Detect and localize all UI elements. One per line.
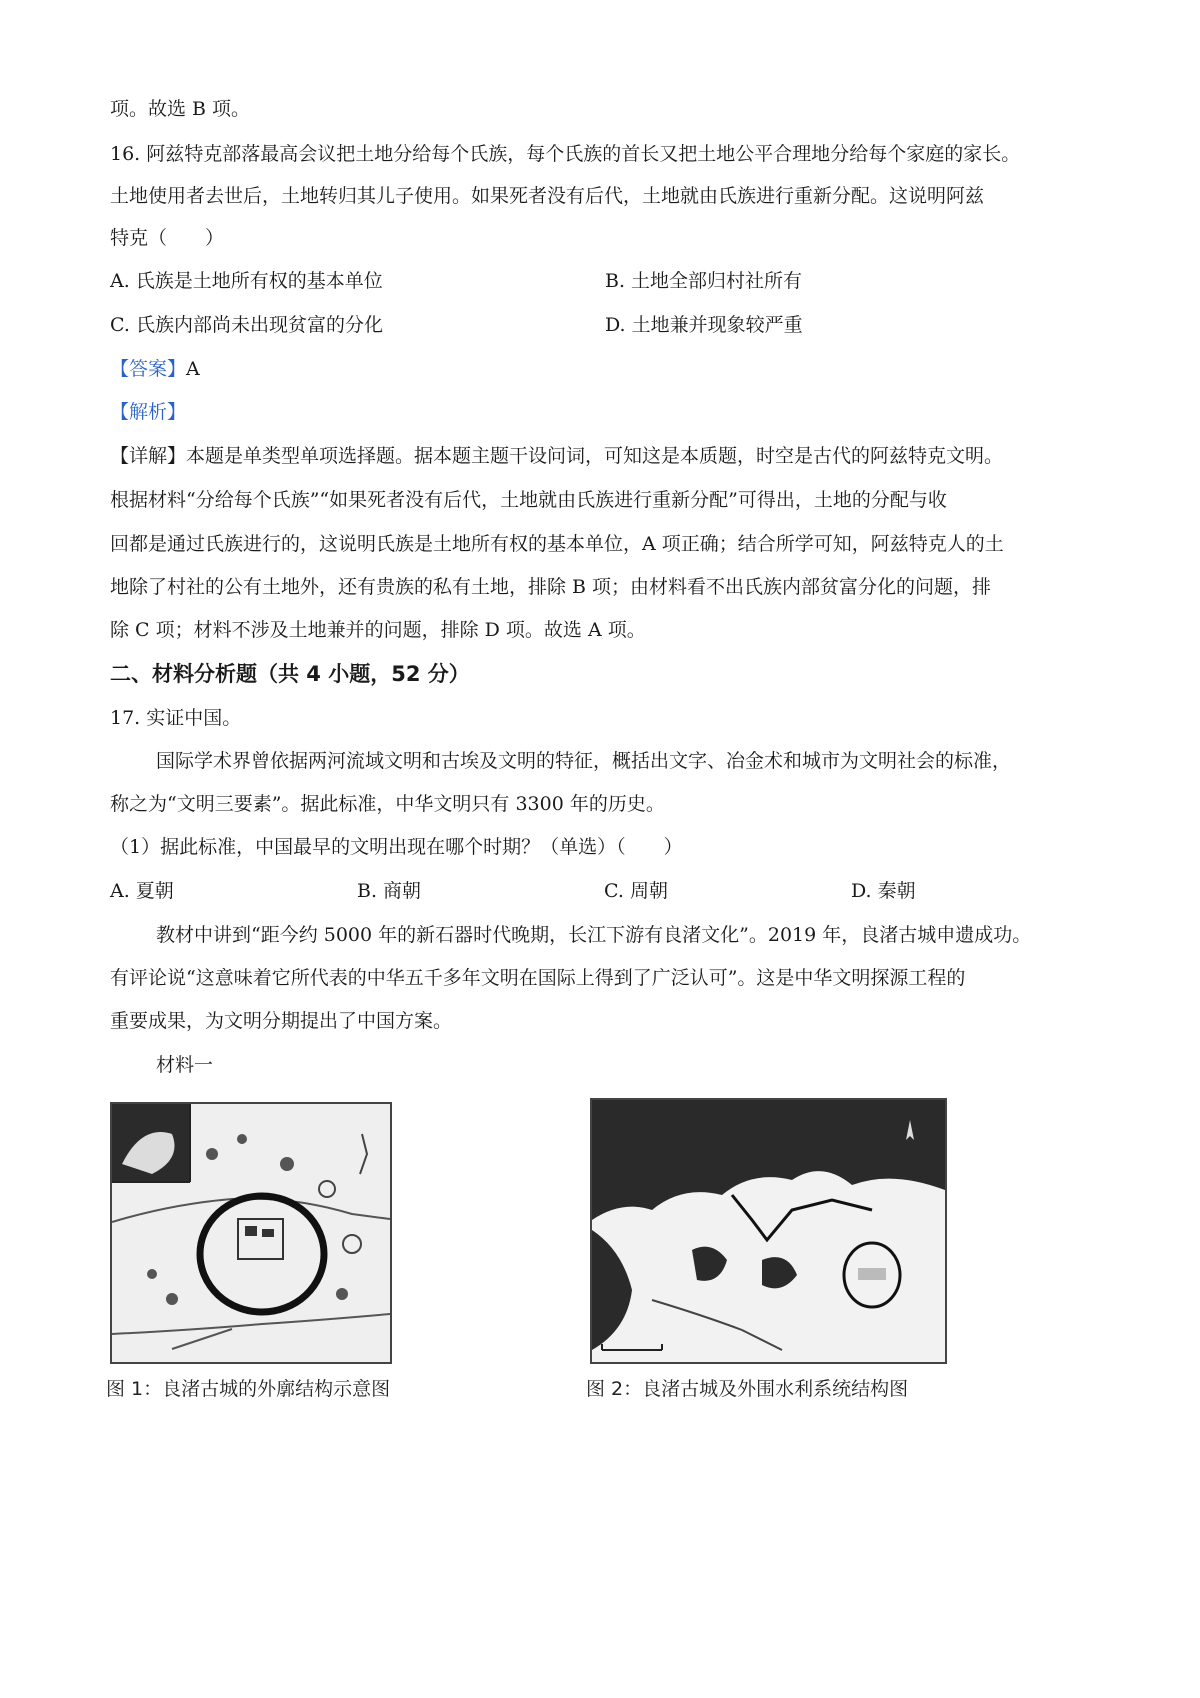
section-2-heading: 二、材料分析题（共 4 小题，52 分）	[110, 662, 470, 686]
q17-title: 17. 实证中国。	[110, 707, 242, 729]
figure-1-city-map	[110, 1102, 392, 1364]
q16-answer	[110, 356, 200, 382]
q16-option-d: D. 土地兼并现象较严重	[605, 314, 803, 336]
q17-option-b: B. 商朝	[357, 880, 422, 902]
q17-para1-line-2: 称之为“文明三要素”。据此标准，中华文明只有 3300 年的历史。	[110, 793, 665, 815]
q17-para2-line-3: 重要成果，为文明分期提出了中国方案。	[110, 1010, 453, 1032]
q17-subquestion-1: （1）据此标准，中国最早的文明出现在哪个时期？（单选）（ ）	[110, 836, 683, 858]
answer-tag: 【答案】	[110, 358, 187, 380]
q16-option-a: A. 氏族是土地所有权的基本单位	[110, 270, 383, 292]
q17-para2-line-1: 教材中讲到“距今约 5000 年的新石器时代晚期，长江下游有良渚文化”。2019 年，良渚古城申遗成功。	[156, 924, 1032, 946]
q16-detail-line-4: 地除了村社的公有土地外，还有贵族的私有土地，排除 B 项；由材料看不出氏族内部贫富分化的问题，排	[110, 576, 992, 598]
previous-answer-tail: 项。故选 B 项。	[110, 98, 251, 120]
q16-stem-line-2: 土地使用者去世后，土地转归其儿子使用。如果死者没有后代，土地就由氏族进行重新分配。这说明阿兹	[110, 185, 985, 207]
figure-2-map-drawing	[592, 1100, 945, 1362]
q17-para2-line-2: 有评论说“这意味着它所代表的中华五千多年文明在国际上得到了广泛认可”。这是中华文明探源工程的	[110, 967, 966, 989]
q17-option-c: C. 周朝	[604, 880, 668, 902]
q16-detail-line-1: 【详解】本题是单类型单项选择题。据本题主题干设问词，可知这是本质题，时空是古代的阿兹特克文明。	[110, 445, 1004, 467]
q16-option-b: B. 土地全部归村社所有	[605, 270, 803, 292]
q16-stem-line-1: 16. 阿兹特克部落最高会议把土地分给每个氏族，每个氏族的首长又把土地公平合理地分给每个家庭的家长。	[110, 143, 1021, 165]
material-label: 材料一	[156, 1054, 214, 1076]
q16-detail-line-3: 回都是通过氏族进行的，这说明氏族是土地所有权的基本单位，A 项正确；结合所学可知，阿兹特克人的土	[110, 533, 1004, 555]
q16-analysis-tag: 【解析】	[110, 401, 187, 423]
q17-option-a: A. 夏朝	[110, 880, 174, 902]
figure-1-caption: 图 1：良渚古城的外廓结构示意图	[106, 1378, 391, 1400]
q17-para1-line-1: 国际学术界曾依据两河流域文明和古埃及文明的特征，概括出文字、冶金术和城市为文明社会的标准，	[156, 750, 1012, 772]
figure-1-map-drawing	[112, 1104, 390, 1362]
figure-2-caption: 图 2：良渚古城及外围水利系统结构图	[586, 1378, 909, 1400]
q16-stem-line-3: 特克（ ）	[110, 227, 225, 249]
q17-option-d: D. 秦朝	[851, 880, 916, 902]
q16-detail-line-5: 除 C 项；材料不涉及土地兼并的问题，排除 D 项。故选 A 项。	[110, 619, 646, 641]
figure-2-water-system-map	[590, 1098, 947, 1364]
q16-option-c: C. 氏族内部尚未出现贫富的分化	[110, 314, 383, 336]
answer-value: A	[186, 358, 200, 380]
q16-detail-line-2: 根据材料“分给每个氏族”“如果死者没有后代，土地就由氏族进行重新分配”可得出，土地的分配与收	[110, 489, 947, 511]
